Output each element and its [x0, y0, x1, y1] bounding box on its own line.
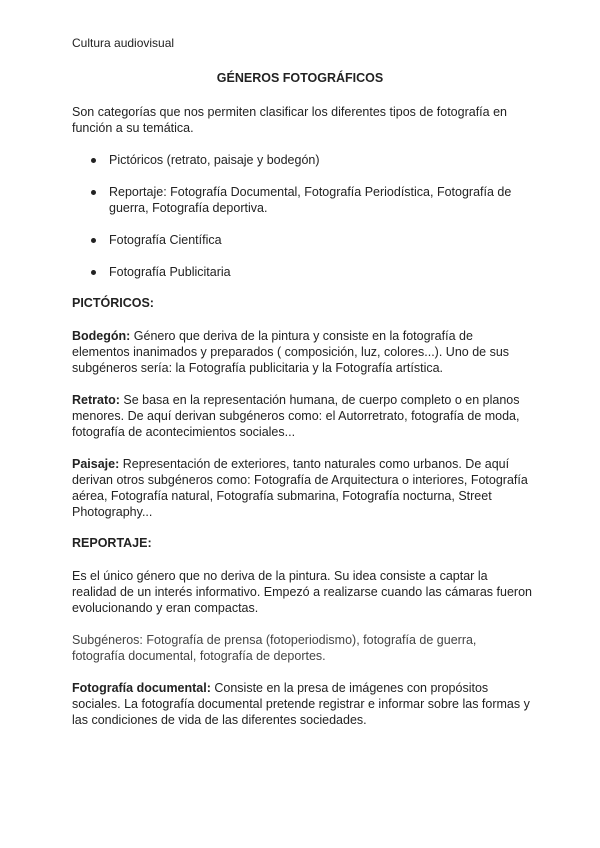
list-item — [72, 184, 532, 216]
documental-text: Consiste en la presa de imágenes con propósitos sociales. La fotografía documental pretende registrar e informar sobre las formas y las condiciones de vida de las diferentes sociedades. — [72, 681, 530, 727]
intro-paragraph: Son categorías que nos permiten clasificar los diferentes tipos de fotografía en función a su temática. — [72, 105, 507, 135]
bodegon-label: Bodegón: — [72, 329, 131, 343]
bodegon-text: Género que deriva de la pintura y consiste en la fotografía de elementos inanimados y preparados ( composición, luz, colores...). Uno de sus subgéneros sería: la Fotografía publicitaria y la Fotografía artística. — [72, 329, 510, 375]
retrato-label: Retrato: — [72, 393, 120, 407]
document-title: GÉNEROS FOTOGRÁFICOS — [216, 71, 384, 85]
subgeneros-paragraph: Subgéneros: Fotografía de prensa (fotoperiodismo), fotografía de guerra, fotografía documental, fotografía de deportes. — [72, 633, 477, 663]
retrato-text: Se basa en la representación humana, de cuerpo completo o en planos menores. De aquí derivan subgéneros como: el Autorretrato, fotografía de moda, fotografía de acontecimientos sociales... — [72, 393, 520, 439]
bullet-icon — [91, 190, 96, 195]
genre-list — [72, 152, 532, 296]
list-item — [72, 152, 532, 168]
documental-paragraph — [72, 680, 532, 728]
bodegon-paragraph — [72, 328, 532, 376]
paisaje-paragraph — [72, 456, 532, 520]
list-item-text: Reportaje: Fotografía Documental, Fotografía Periodística, Fotografía de guerra, Fotografía deportiva. — [109, 185, 512, 215]
list-item-text: Pictóricos (retrato, paisaje y bodegón) — [109, 153, 320, 167]
paisaje-label: Paisaje: — [72, 457, 120, 471]
documental-label: Fotografía documental: — [72, 681, 211, 695]
list-item — [72, 232, 532, 248]
reportaje-paragraph: Es el único género que no deriva de la pintura. Su idea consiste a captar la realidad de un interés informativo. Empezó a realizarse cuando las cámaras fueron evolucionando y eran compactas. — [72, 569, 532, 615]
section-heading-reportaje: REPORTAJE: — [72, 536, 152, 550]
retrato-paragraph — [72, 392, 532, 440]
bullet-icon — [91, 270, 96, 275]
list-item-text: Fotografía Publicitaria — [109, 265, 231, 279]
bullet-icon — [91, 158, 96, 163]
section-heading-pictoricos: PICTÓRICOS: — [72, 296, 154, 310]
list-item — [72, 264, 532, 280]
list-item-text: Fotografía Científica — [109, 233, 222, 247]
bullet-icon — [91, 238, 96, 243]
paisaje-text: Representación de exteriores, tanto naturales como urbanos. De aquí derivan otros subgéneros como: Fotografía de Arquitectura o interiores, Fotografía aérea, Fotografía natural, Fotografía submarina, Fotografía nocturna, Street Photography... — [72, 457, 528, 519]
page-header: Cultura audiovisual — [72, 36, 175, 50]
